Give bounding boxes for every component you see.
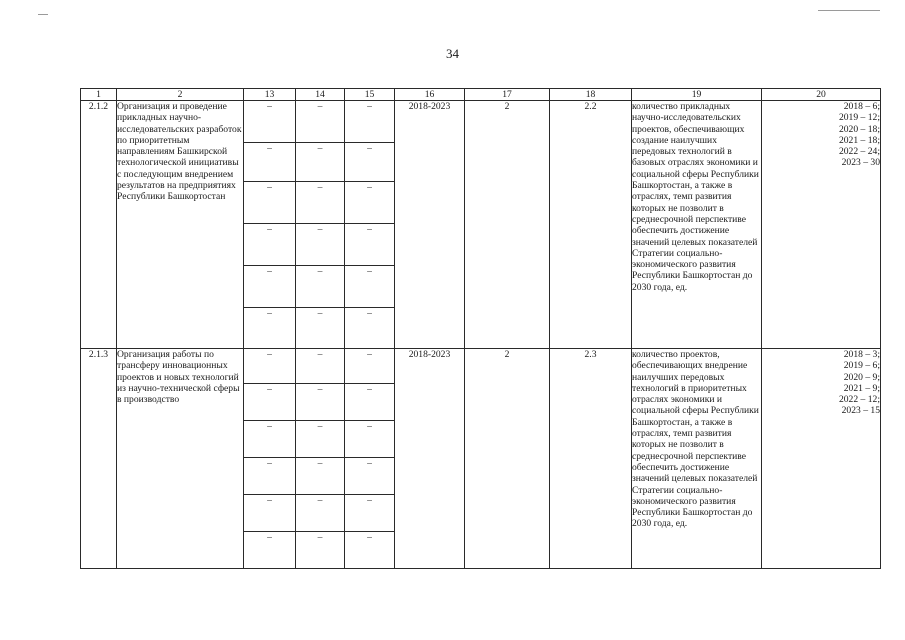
yearly-values (762, 101, 881, 349)
dash-cell: – (345, 182, 395, 224)
dash-cell: – (296, 421, 345, 458)
column-header: 20 (762, 89, 881, 101)
dash-cell: – (296, 101, 345, 143)
column-header: 19 (632, 89, 762, 101)
dash-cell: – (244, 458, 296, 495)
dash-cell: – (244, 101, 296, 143)
dash-cell: – (244, 182, 296, 224)
yearly-value: 2021 – 18; (838, 134, 880, 146)
yearly-value: 2021 – 9; (843, 382, 880, 394)
column-header: 16 (395, 89, 465, 101)
dash-cell: – (244, 266, 296, 308)
yearly-value: 2022 – 24; (838, 146, 880, 158)
dash-cell: – (244, 421, 296, 458)
dash-cell: – (296, 458, 345, 495)
yearly-values (762, 349, 881, 569)
dash-cell: – (345, 224, 395, 266)
activity-name: Организация и проведение прикладных научно-исследовательских разработок по приоритетным направлениям Башкирской технологической инициативы с последующим внедрением результатов на предприятиях Республики Башкортостан (117, 101, 244, 349)
dash-cell: – (345, 101, 395, 143)
column-18-value: 2.2 (550, 101, 632, 349)
table-row (81, 349, 881, 384)
dash-cell: – (345, 143, 395, 182)
yearly-value: 2020 – 18; (838, 123, 880, 135)
period: 2018-2023 (395, 101, 465, 349)
scan-mark (818, 10, 880, 11)
row-number: 2.1.2 (81, 101, 117, 349)
dash-cell: – (296, 495, 345, 532)
column-header: 17 (465, 89, 550, 101)
dash-cell: – (345, 421, 395, 458)
yearly-value: 2023 – 30 (841, 157, 880, 169)
row-number: 2.1.3 (81, 349, 117, 569)
yearly-value: 2019 – 6; (843, 360, 880, 372)
dash-cell: – (345, 495, 395, 532)
column-header: 18 (550, 89, 632, 101)
dash-cell: – (244, 532, 296, 569)
dash-cell: – (296, 182, 345, 224)
dash-cell: – (244, 349, 296, 384)
dash-cell: – (296, 532, 345, 569)
activity-name: Организация работы по трансферу инновационных проектов и новых технологий из научно-технической сферы в производство (117, 349, 244, 569)
dash-cell: – (296, 308, 345, 349)
yearly-value: 2022 – 12; (838, 394, 880, 406)
yearly-value: 2018 – 6; (843, 101, 880, 112)
column-header: 13 (244, 89, 296, 101)
dash-cell: – (244, 224, 296, 266)
dash-cell: – (345, 308, 395, 349)
period: 2018-2023 (395, 349, 465, 569)
indicator-description: количество прикладных научно-исследовательских проектов, обеспечивающих создание наилучших передовых технологий в базовых отраслях экономики и социальной сферы Республики Башкортостан, а также в отраслях, темп развития которых не позволит в среднесрочной перспективе обеспечить достижение значений целевых показателей Стратегии социально-экономического развития Республики Башкортостан до 2030 года, ед. (632, 101, 762, 349)
column-header: 15 (345, 89, 395, 101)
yearly-value: 2020 – 9; (843, 371, 880, 383)
dash-cell: – (345, 458, 395, 495)
column-17-value: 2 (465, 101, 550, 349)
dash-cell: – (244, 384, 296, 421)
scan-mark (38, 14, 48, 15)
data-table (80, 88, 881, 569)
dash-cell: – (244, 308, 296, 349)
dash-cell: – (296, 224, 345, 266)
column-18-value: 2.3 (550, 349, 632, 569)
indicator-description: количество проектов, обеспечивающих внедрение наилучших передовых технологий в приоритетных отраслях экономики и социальной сферы Республики Башкортостан, а также в отраслях, темп развития которых не позволит в среднесрочной перспективе обеспечить достижение значений целевых показателей Стратегии социально-экономического развития Республики Башкортостан до 2030 года, ед. (632, 349, 762, 569)
yearly-value: 2023 – 15 (841, 405, 880, 417)
column-header: 1 (81, 89, 117, 101)
column-header: 14 (296, 89, 345, 101)
yearly-value: 2019 – 12; (838, 112, 880, 124)
dash-cell: – (296, 143, 345, 182)
dash-cell: – (296, 266, 345, 308)
column-17-value: 2 (465, 349, 550, 569)
dash-cell: – (296, 349, 345, 384)
header-row (81, 89, 881, 101)
dash-cell: – (244, 495, 296, 532)
column-header: 2 (117, 89, 244, 101)
dash-cell: – (345, 384, 395, 421)
dash-cell: – (345, 349, 395, 384)
table-row (81, 101, 881, 143)
page-number: 34 (446, 46, 459, 61)
dash-cell: – (345, 532, 395, 569)
dash-cell: – (296, 384, 345, 421)
dash-cell: – (345, 266, 395, 308)
yearly-value: 2018 – 3; (843, 349, 880, 360)
dash-cell: – (244, 143, 296, 182)
